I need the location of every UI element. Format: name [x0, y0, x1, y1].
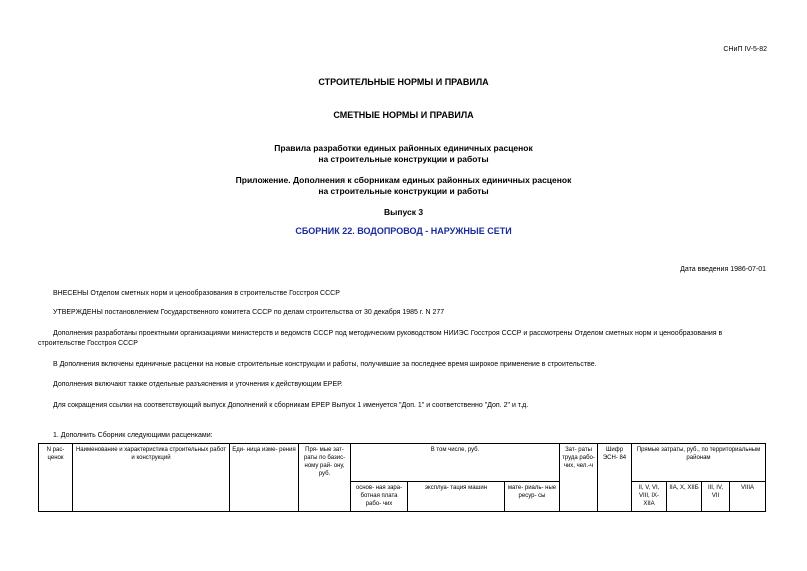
header-direct-costs: Пря- мые зат- раты по базис- ному рай- ону, руб.: [299, 444, 351, 512]
paragraph: Дополнения включают также отдельные разъяснения и уточнения к действующим ЕРЕР.: [53, 381, 343, 388]
subheader-region: II, V, VI, VIII, IX- XIIА: [632, 482, 667, 512]
main-title: СТРОИТЕЛЬНЫЕ НОРМЫ И ПРАВИЛА: [318, 77, 489, 87]
header-unit: Еди- ница изме- рения: [230, 444, 299, 512]
appendix-title-line: на строительные конструкции и работы: [318, 186, 489, 196]
header-name: Наименование и характеристика строительных работ и конструкций: [73, 444, 230, 512]
header-code: Шифр ЭСН- 84: [598, 444, 632, 512]
subheader-wage: основ- ная зара- ботная плата рабо- чих: [351, 482, 408, 512]
header-labor: Зат- раты труда рабо- чих, чел.-ч: [560, 444, 598, 512]
appendix-title-line: Приложение. Дополнения к сборникам единых районных единичных расценок: [235, 175, 572, 185]
subheader-machines: эксплуа- тация машин: [408, 482, 505, 512]
header-number: N рас- ценок: [39, 444, 73, 512]
effective-date: Дата введения 1986-07-01: [680, 266, 766, 273]
collection-title: СБОРНИК 22. ВОДОПРОВОД - НАРУЖНЫЕ СЕТИ: [295, 226, 512, 236]
subheader-materials: мате- риаль- ные ресур- сы: [505, 482, 560, 512]
appendix-title: [0, 175, 807, 197]
header-including: В том числе, руб.: [351, 444, 560, 482]
paragraph: В Дополнения включены единичные расценки на новые строительные конструкции и работы, получившие за последнее время широкое применение в строительстве.: [53, 361, 597, 368]
header-regions: Прямые затраты, руб., по территориальным районам: [632, 444, 766, 482]
issue-title: Выпуск 3: [383, 207, 424, 217]
rules-title-line: на строительные конструкции и работы: [318, 154, 489, 164]
document-code: СНиП IV-5-82: [723, 46, 767, 53]
subheader-region: IIА, X, XIIБ: [667, 482, 702, 512]
paragraph: Дополнения разработаны проектными организациями министерств и ведомств СССР под методическим руководством НИИЭС Госстроя СССР и рассмотрены Отделом сметных норм и ценообразования в строительстве Госстроя СССР: [38, 330, 723, 347]
rules-title: [0, 143, 807, 165]
table-intro: 1. Дополнить Сборник следующими расценками:: [53, 432, 213, 439]
table-header-row: [39, 444, 766, 482]
paragraph: Для сокращения ссылки на соответствующий выпуск Дополнений к сборникам ЕРЕР Выпуск 1 именуется "Доп. 1" и соответственно "Доп. 2" и т.д.: [53, 402, 529, 409]
paragraph: УТВЕРЖДЕНЫ постановлением Государственного комитета СССР по делам строительства от 30 декабря 1985 г. N 277: [53, 309, 445, 316]
subheader-region: VIIIА: [730, 482, 766, 512]
rates-table: [38, 443, 766, 512]
subheader-region: III, IV, VII: [702, 482, 730, 512]
paragraph: ВНЕСЕНЫ Отделом сметных норм и ценообразования в строительстве Госстроя СССР: [53, 290, 340, 297]
sub-title: СМЕТНЫЕ НОРМЫ И ПРАВИЛА: [333, 110, 474, 120]
rules-title-line: Правила разработки единых районных единичных расценок: [274, 143, 533, 153]
